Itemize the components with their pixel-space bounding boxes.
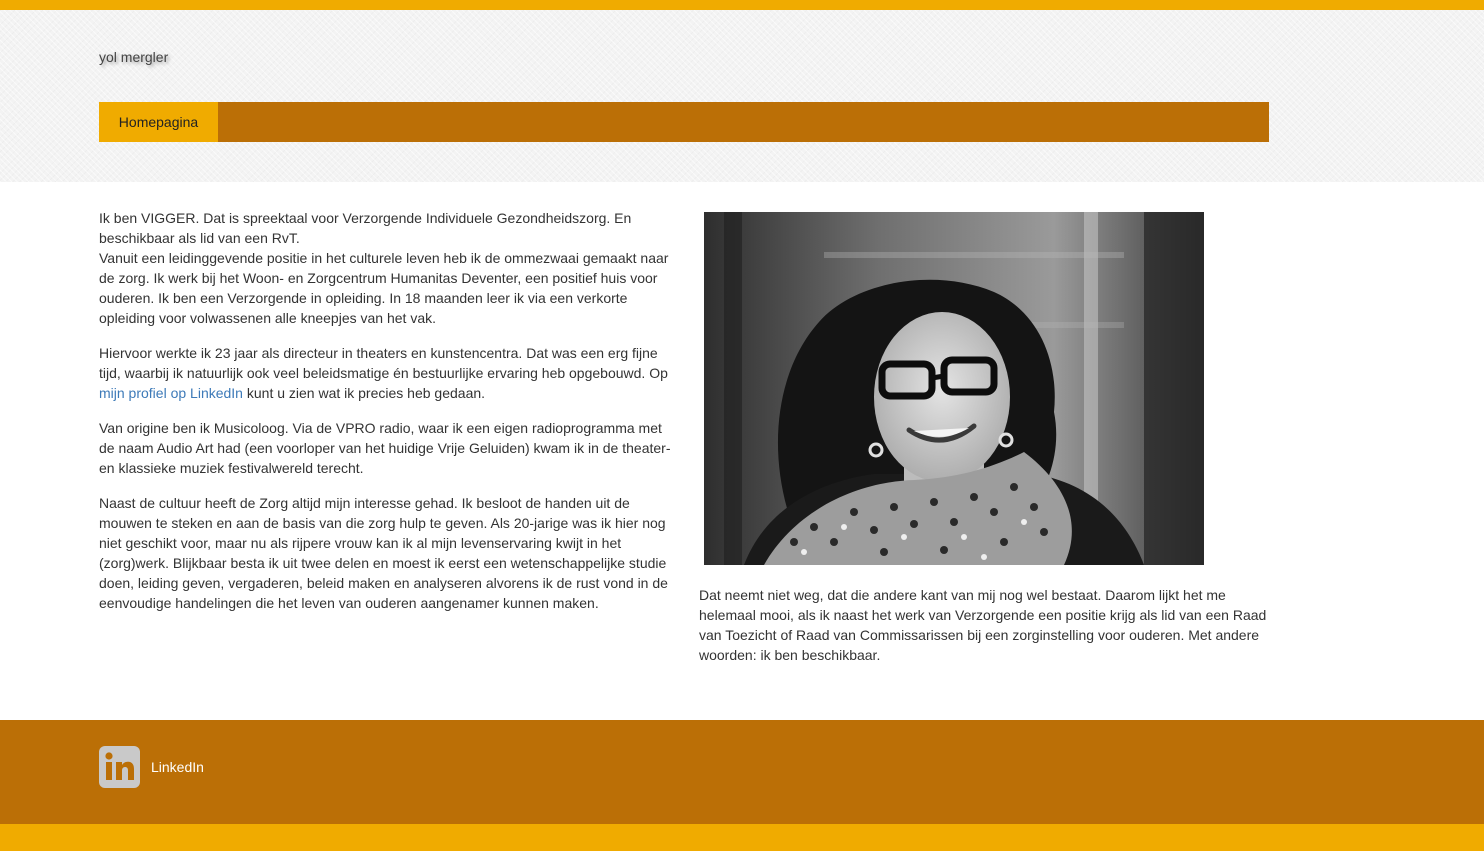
career-text: Hiervoor werkte ik 23 jaar als directeur in theaters en kunstencentra. Dat was een erg fijne tijd, waarbij ik natuurlijk ook veel beleidsmatige én bestuurlijke ervaring heb opgebouwd. Op: [99, 345, 668, 381]
left-column: [99, 208, 674, 628]
career-paragraph: [99, 343, 674, 403]
nav-item-homepagina[interactable]: Homepagina: [99, 102, 218, 142]
linkedin-link[interactable]: LinkedIn: [151, 759, 204, 775]
portrait-photo: [704, 212, 1204, 565]
top-accent-bar: [0, 0, 1484, 10]
right-column: [699, 585, 1274, 665]
availability-paragraph: Dat neemt niet weg, dat die andere kant van mij nog wel bestaat. Daarom lijkt het me helemaal mooi, als ik naast het werk van Verzorgende een positie krijg als lid van een Raad van Toezicht of Raad van Commissarissen bij een zorginstelling voor ouderen. Met andere woorden: ik ben beschikbaar.: [699, 587, 1267, 663]
intro-line-2: Vanuit een leidinggevende positie in het culturele leven heb ik de ommezwaai gemaakt naar de zorg. Ik werk bij het Woon- en Zorgcentrum Humanitas Deventer, een positief huis voor ouderen. Ik ben een Verzorgende in opleiding. In 18 maanden leer ik via een verkorte opleiding voor volwassenen alle kneepjes van het vak.: [99, 250, 669, 326]
intro-line-1: Ik ben VIGGER. Dat is spreektaal voor Verzorgende Individuele Gezondheidszorg. En beschikbaar als lid van een RvT.: [99, 210, 632, 246]
bottom-accent-bar: [0, 824, 1484, 851]
intro-paragraph: [99, 208, 674, 328]
site-title[interactable]: yol mergler: [99, 49, 169, 65]
site-footer: [0, 720, 1484, 824]
site-header: [0, 10, 1484, 182]
care-paragraph: Naast de cultuur heeft de Zorg altijd mijn interesse gehad. Ik besloot de handen uit de mouwen te steken en aan de basis van die zorg hulp te geven. Als 20-jarige was ik hier nog niet geschikt voor, maar nu als rijpere vrouw kan ik al mijn levenservaring kwijt in het (zorg)werk. Blijkbaar besta ik uit twee delen en moest ik eerst een wetenschappelijke studie doen, leiding geven, vergaderen, beleid maken en analyseren alvorens ik de rust vond in de eenvoudige handelingen die het leven van ouderen aangenamer kunnen maken.: [99, 495, 668, 611]
career-text-end: kunt u zien wat ik precies heb gedaan.: [242, 385, 486, 401]
linkedin-profile-link[interactable]: mijn profiel op LinkedIn: [99, 385, 243, 401]
main-nav: [99, 102, 1269, 142]
linkedin-icon[interactable]: [99, 746, 140, 788]
origin-paragraph: Van origine ben ik Musicoloog. Via de VPRO radio, waar ik een eigen radioprogramma met de naam Audio Art had (een voorloper van het huidige Vrije Geluiden) kwam ik in de theater- en klassieke muziek festivalwereld terecht.: [99, 420, 671, 476]
main-content: [0, 182, 1484, 720]
